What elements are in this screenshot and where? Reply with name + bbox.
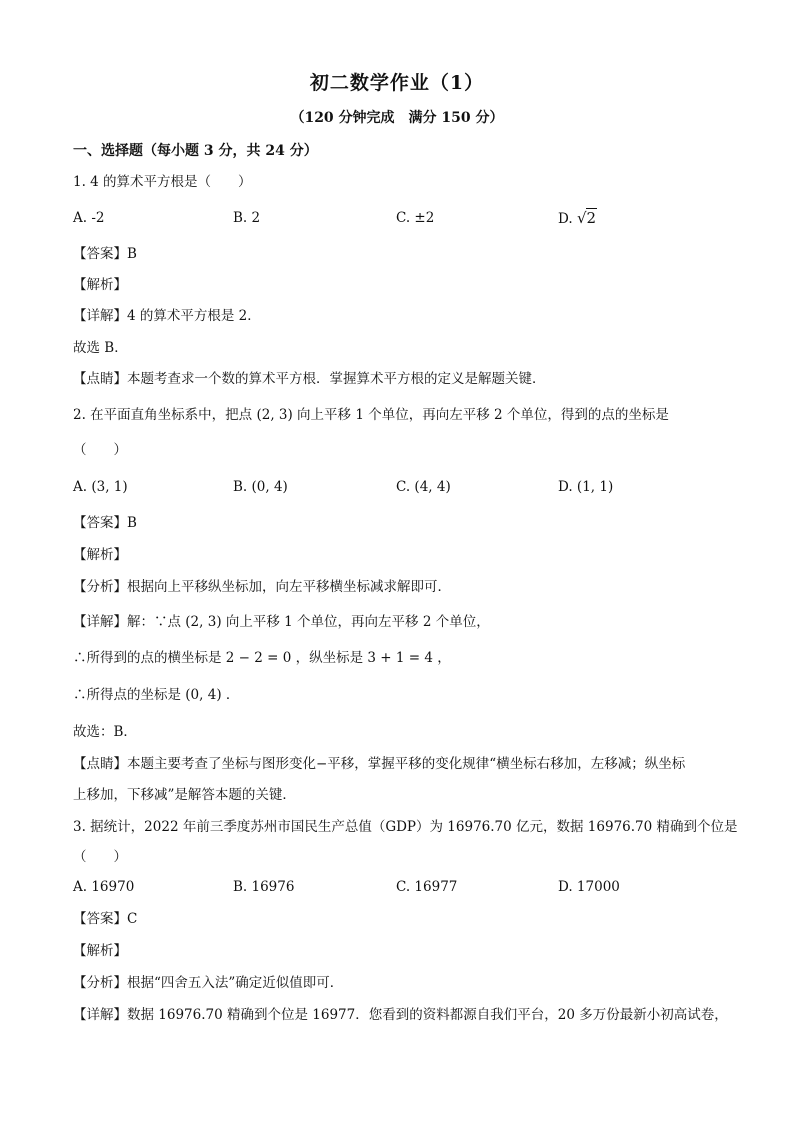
q3-option-d: D. 17000 xyxy=(558,879,620,895)
q1-analysis: 【解析】 xyxy=(73,277,127,293)
q3-detail: 【详解】数据 16976.70 精确到个位是 16977．您看到的资料都源自我们平台，20 多万份最新小初高试卷， xyxy=(73,1007,728,1023)
q2-option-d: D. (1, 1) xyxy=(558,479,614,495)
q3-option-a: A. 16970 xyxy=(73,879,135,895)
q3-option-c: C. 16977 xyxy=(396,879,458,895)
q3-method: 【分析】根据“四舍五入法”确定近似值即可． xyxy=(73,975,344,991)
q2-option-a: A. (3, 1) xyxy=(73,479,128,495)
q1-stem: 1. 4 的算术平方根是（ ） xyxy=(73,174,252,190)
q1-option-b: B. 2 xyxy=(233,210,261,226)
q2-option-b: B. (0, 4) xyxy=(233,479,288,495)
q2-answer: 【答案】B xyxy=(73,515,137,531)
sqrt-symbol: √2 xyxy=(576,209,597,227)
q3-stem-line2: （ ） xyxy=(73,849,127,865)
q1-comment: 【点睛】本题考查求一个数的算术平方根．掌握算术平方根的定义是解题关键． xyxy=(73,371,546,387)
q2-detail: 【详解】解：∵点 (2, 3) 向上平移 1 个单位，再向左平移 2 个单位， xyxy=(73,614,490,630)
q2-stem-line2: （ ） xyxy=(73,442,127,458)
q2-comment-line2: 上移加，下移减”是解答本题的关键． xyxy=(73,787,296,803)
q2-method: 【分析】根据向上平移纵坐标加，向左平移横坐标减求解即可． xyxy=(73,579,451,595)
q2-analysis: 【解析】 xyxy=(73,547,127,563)
q1-option-a: A. -2 xyxy=(73,210,105,226)
q1-option-d-label: D. xyxy=(558,211,577,227)
q2-step1: ∴所得到的点的横坐标是 2 − 2 = 0 ，纵坐标是 3 + 1 = 4 ， xyxy=(73,650,451,666)
q2-stem-line1: 2. 在平面直角坐标系中，把点 (2, 3) 向上平移 1 个单位，再向左平移 2 个单位，得到的点的坐标是 xyxy=(73,407,669,423)
q1-option-c: C. ±2 xyxy=(396,210,435,226)
q3-analysis: 【解析】 xyxy=(73,943,127,959)
q3-option-b: B. 16976 xyxy=(233,879,295,895)
q2-comment-line1: 【点睛】本题主要考查了坐标与图形变化−平移，掌握平移的变化规律“横坐标右移加，左移减；纵坐标 xyxy=(73,756,686,772)
q2-conclusion: 故选：B． xyxy=(73,724,137,740)
q2-step2: ∴所得点的坐标是 (0, 4) ． xyxy=(73,687,240,703)
q1-answer: 【答案】B xyxy=(73,246,137,262)
page-title: 初二数学作业（1） xyxy=(309,72,485,94)
section-heading: 一、选择题（每小题 3 分，共 24 分） xyxy=(73,143,318,159)
q1-option-d xyxy=(558,207,597,230)
q3-answer: 【答案】C xyxy=(73,911,138,927)
page-subtitle: （120 分钟完成 满分 150 分） xyxy=(290,110,504,126)
q1-conclusion: 故选 B． xyxy=(73,340,128,356)
q3-stem-line1: 3. 据统计，2022 年前三季度苏州市国民生产总值（GDP）为 16976.70 亿元，数据 16976.70 精确到个位是 xyxy=(73,819,738,835)
q2-option-c: C. (4, 4) xyxy=(396,479,451,495)
sqrt-radicand: 2 xyxy=(586,209,597,227)
q1-detail: 【详解】4 的算术平方根是 2． xyxy=(73,308,261,324)
